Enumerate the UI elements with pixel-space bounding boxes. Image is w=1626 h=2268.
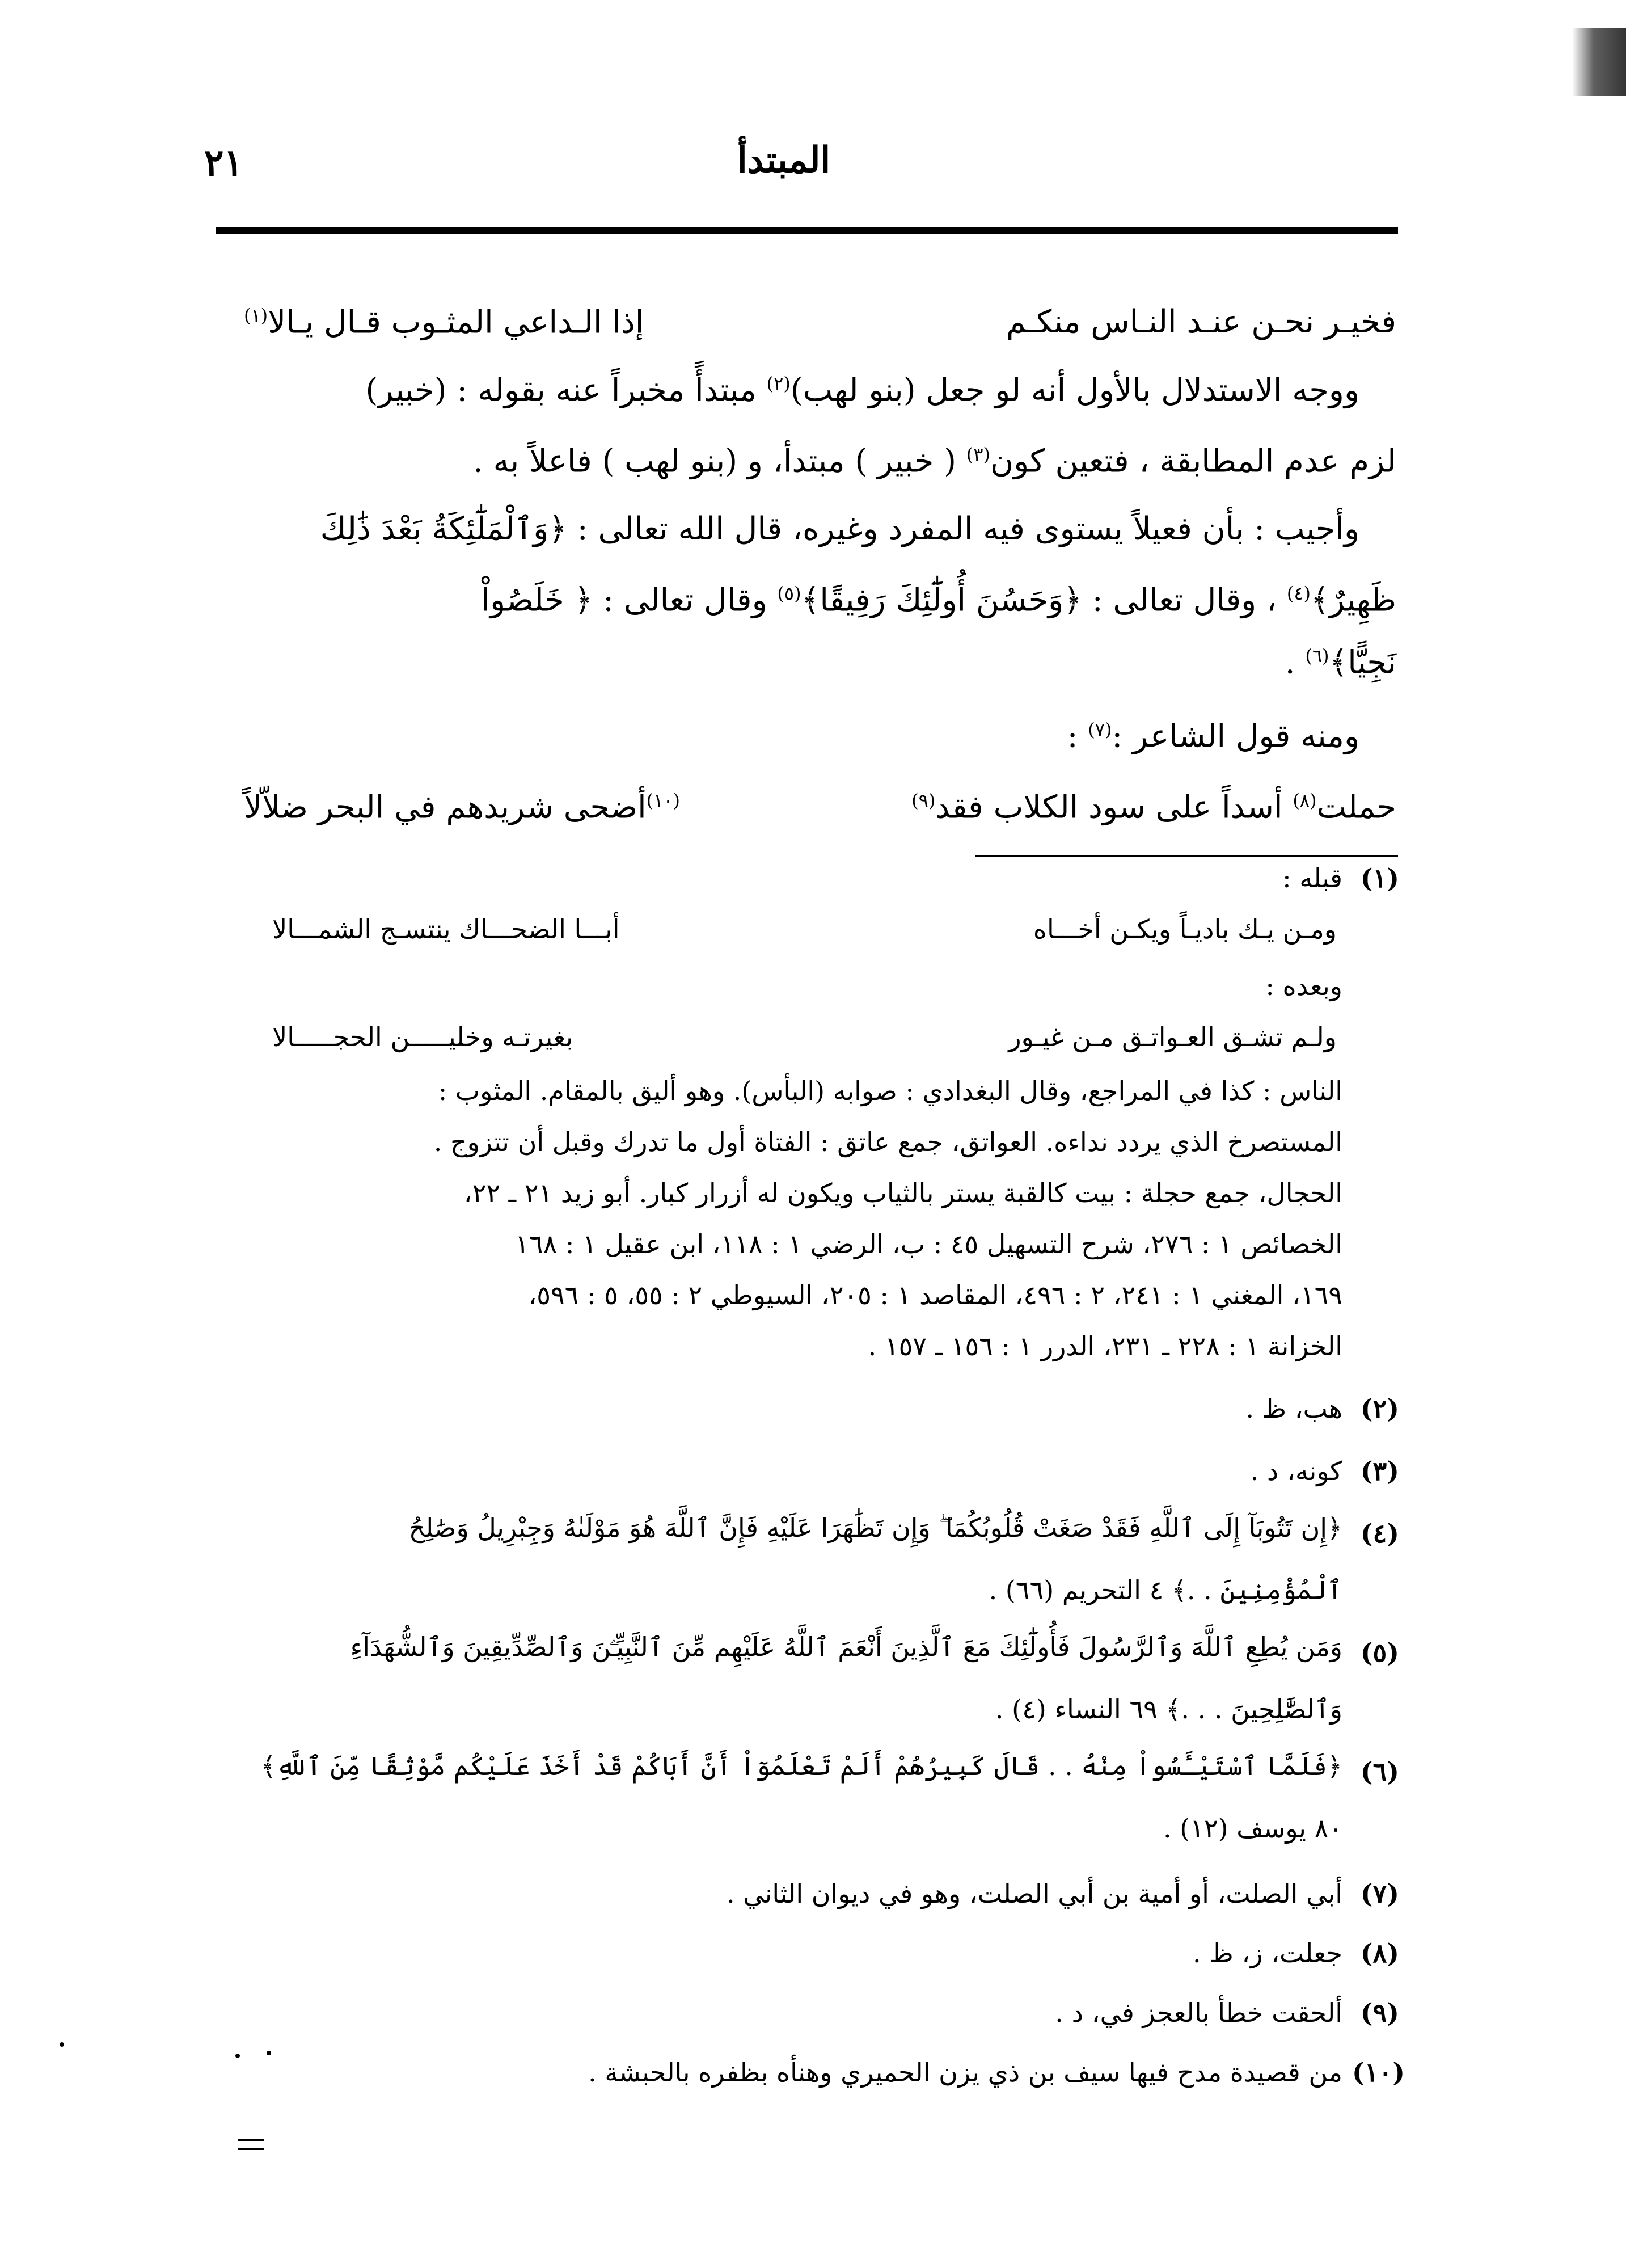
- quran-verse: ﴿وَٱلْمَلَٰٓئِكَةُ بَعْدَ ذَٰلِكَ: [320, 511, 567, 547]
- footnote-number: (٢): [1360, 1393, 1399, 1424]
- verse-2-second-hemistich: $^{(١٠)}$أضحى شريدهم في البحر ضلاّلاً: [244, 789, 680, 826]
- footnote-number: (٣): [1360, 1456, 1399, 1486]
- footnote-number: (٦): [1360, 1756, 1399, 1787]
- footnote-text: أبي الصلت، أو أمية بن أبي الصلت، وهو في ديوان الثاني .: [727, 1878, 1342, 1909]
- body-paragraph-line: وأجيب : بأن فعيلاً يستوى فيه المفرد وغيره، قال الله تعالى : ﴿وَٱلْمَلَٰٓئِكَةُ بَعْدَ ذَٰلِكَ: [320, 511, 1359, 547]
- quran-verse: نَجِيًّا﴾: [1329, 644, 1396, 681]
- footnote-number: (١): [1360, 863, 1399, 893]
- footnote-text: ألحقت خطأ بالعجز في، د .: [1055, 1997, 1342, 2028]
- footnote-rule: [975, 855, 1398, 857]
- scan-mark: [238, 2139, 264, 2141]
- footnote-marker: (١): [244, 305, 268, 326]
- footnote-verse-hemistich: بغيرتـه وخليـــــن الحجـــــالا: [272, 1022, 573, 1052]
- footnote-marker: (١٠): [646, 790, 680, 811]
- footnote-text: الناس : كذا في المراجع، وقال البغدادي : صوابه (البأس). وهو أليق بالمقام. المثوب :: [438, 1076, 1342, 1106]
- footnote-text: ٨٠ يوسف (١٢) .: [1163, 1813, 1342, 1844]
- footnote-quran: ﴿إِن تَتُوبَآ إِلَى ٱللَّهِ فَقَدْ صَغَتْ قُلُوبُكُمَا ۖ وَإِن تَظَٰهَرَا عَلَيْهِ فَإِنَّ ٱللَّهَ هُوَ مَوْلَىٰهُ وَجِبْرِيلُ وَصَٰلِحُ: [408, 1512, 1342, 1543]
- header-rule: [216, 227, 1398, 234]
- footnote-number: (١٠): [1352, 2057, 1405, 2088]
- body-paragraph-line: نَجِيًّا﴾$^{(٦)}$ .: [1285, 644, 1396, 681]
- footnote-marker: (٩): [911, 790, 936, 811]
- footnote-quran: ﴿فَلَمَّا ٱسْتَيْـَٔسُواْ مِنْهُ . . قَالَ كَبِيرُهُمْ أَلَمْ تَعْلَمُوٓاْ أَنَّ أَبَاكُمْ قَدْ أَخَذَ عَلَيْكُم مَّوْثِقًا مِّنَ ٱللَّهِ﴾: [260, 1751, 1342, 1781]
- footnote-marker: (٢): [766, 373, 791, 394]
- verse-2-first-hemistich: حملت$^{(٨)}$ أسداً على سود الكلاب فقد$^{(٩)}$: [911, 789, 1396, 826]
- footnote-text: الخزانة ١ : ٢٢٨ ـ ٢٣١، الدرر ١ : ١٥٦ ـ ١٥٧ .: [868, 1331, 1342, 1361]
- footnote-marker: (٣): [966, 444, 990, 465]
- quran-verse: ﴿ خَلَصُواْ: [481, 581, 593, 619]
- footnote-marker: (٦): [1305, 645, 1329, 667]
- footnote-text: قبله :: [1282, 863, 1342, 893]
- body-paragraph-line: لزم عدم المطابقة ، فتعين كون$^{(٣)}$ ( خبير ) مبتدأ، و (بنو لهب ) فاعلاً به .: [473, 442, 1396, 480]
- scan-artifact: [1572, 28, 1626, 96]
- quran-verse: ظَهِيرٌ﴾: [1311, 581, 1396, 619]
- footnote-number: (٤): [1360, 1518, 1399, 1549]
- scan-speck: [235, 2054, 240, 2058]
- footnote-text: الحجال، جمع حجلة : بيت كالقبة يستر بالثياب ويكون له أزرار كبار. أبو زيد ٢١ ـ ٢٢،: [463, 1178, 1342, 1208]
- body-paragraph-line: ظَهِيرٌ﴾$^{(٤)}$ ، وقال تعالى : ﴿وَحَسُنَ أُولَٰٓئِكَ رَفِيقًا﴾$^{(٥)}$ وقال تعالى : ﴿ خَلَصُواْ: [481, 581, 1396, 619]
- footnote-quran: ٱلْمُؤْمِنِينَ . .﴾ ٤ التحريم (٦٦) .: [989, 1575, 1342, 1605]
- footnote-text: المستصرخ الذي يردد نداءه. العواتق، جمع عاتق : الفتاة أول ما تدرك وقبل أن تتزوج .: [433, 1127, 1342, 1157]
- footnote-number: (٥): [1360, 1637, 1399, 1668]
- footnote-verse-hemistich: ومـن يـك باديـاً ويكـن أخـــاه: [1033, 914, 1337, 945]
- body-paragraph-line: ومنه قول الشاعر :$^{(٧)}$ :: [1067, 718, 1359, 755]
- footnote-verse-hemistich: أبـــا الضحـــاك ينتسـج الشمـــالا: [272, 914, 620, 945]
- footnote-text: ١٦٩، المغني ١ : ٢٤١، ٢ : ٤٩٦، المقاصد ١ : ٢٠٥، السيوطي ٢ : ٥٥، ٥ : ٥٩٦،: [528, 1280, 1342, 1310]
- scan-speck: [60, 2042, 64, 2047]
- verse-1-second-hemistich: إذا الـداعي المثـوب قـال يـالا$^{(١)}$: [244, 303, 644, 341]
- footnote-marker: (٨): [1293, 790, 1317, 811]
- verse-1-first-hemistich: فخيـر نحـن عنـد النـاس منكـم: [1006, 303, 1396, 340]
- footnote-number: (٨): [1360, 1938, 1399, 1968]
- footnote-marker: (٧): [1088, 719, 1112, 740]
- footnote-quran: وَمَن يُطِعِ ٱللَّهَ وَٱلرَّسُولَ فَأُولَٰٓئِكَ مَعَ ٱلَّذِينَ أَنْعَمَ ٱللَّهُ عَلَيْهِم مِّنَ ٱلنَّبِيِّـۧنَ وَٱلصِّدِّيقِينَ وَٱلشُّهَدَآءِ: [350, 1632, 1342, 1662]
- footnote-text: من قصيدة مدح فيها سيف بن ذي يزن الحميري وهنأه بظفره بالحبشة .: [588, 2057, 1342, 2088]
- footnote-text: وبعده :: [1265, 971, 1342, 1001]
- footnote-verse-hemistich: ولـم تشـق العـواتـق مـن غيـور: [1008, 1022, 1337, 1052]
- page-number: ٢١: [204, 142, 243, 184]
- footnote-number: (٧): [1360, 1878, 1399, 1909]
- running-title: المبتدأ: [737, 139, 831, 182]
- footnote-quran: وَٱلصَّٰلِحِينَ . . .﴾ ٦٩ النساء (٤) .: [995, 1694, 1342, 1725]
- footnote-text: كونه، د .: [1250, 1456, 1342, 1486]
- footnote-marker: (٤): [1286, 583, 1311, 604]
- scan-mark: [238, 2148, 264, 2150]
- footnote-text: جعلت، ز، ظ .: [1193, 1938, 1342, 1968]
- quran-verse: ﴿وَحَسُنَ أُولَٰٓئِكَ رَفِيقًا﴾: [801, 581, 1082, 619]
- body-paragraph-line: ووجه الاستدلال بالأول أنه لو جعل (بنو لهب)$^{(٢)}$ مبتدأً مخبراً عنه بقوله : (خبير): [365, 372, 1359, 409]
- footnote-number: (٩): [1360, 1997, 1399, 2028]
- footnote-text: هب، ظ .: [1245, 1393, 1342, 1424]
- footnote-text: الخصائص ١ : ٢٧٦، شرح التسهيل ٤٥ : ب، الرضي ١ : ١١٨، ابن عقيل ١ : ١٦٨: [515, 1229, 1342, 1259]
- footnote-marker: (٥): [777, 583, 801, 604]
- scan-speck: [267, 2051, 271, 2055]
